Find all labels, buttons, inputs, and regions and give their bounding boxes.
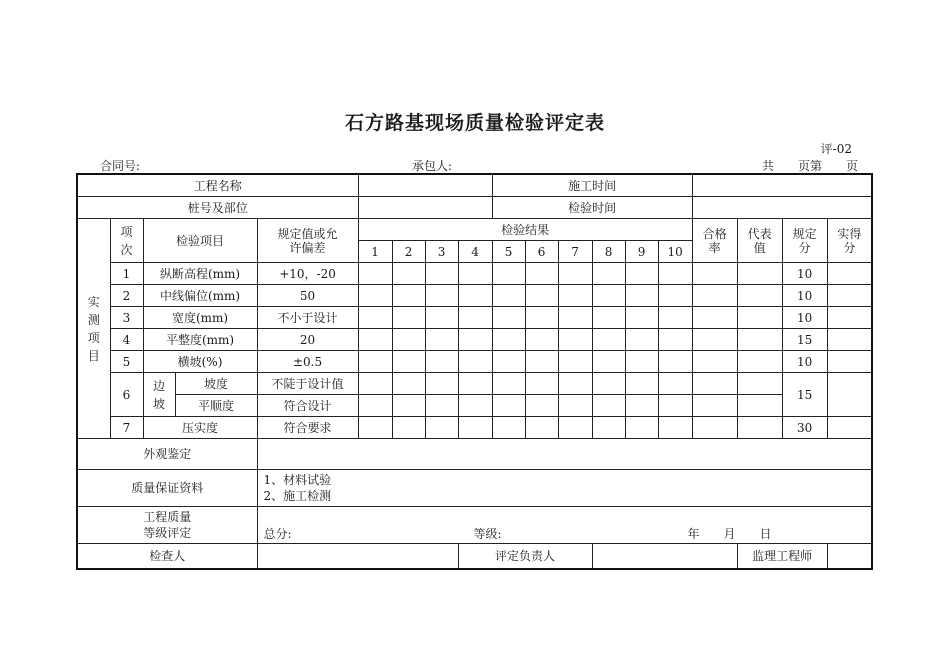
- spec-score-cell: 10: [782, 351, 827, 373]
- rep-value-cell[interactable]: [737, 285, 782, 307]
- result-cell[interactable]: [558, 263, 592, 285]
- rep-value-header-text: 代表值: [747, 226, 772, 255]
- result-cell[interactable]: [492, 307, 525, 329]
- rep-value-cell[interactable]: [737, 307, 782, 329]
- rep-value-cell[interactable]: [737, 351, 782, 373]
- result-cell[interactable]: [458, 417, 492, 439]
- result-cell[interactable]: [658, 263, 692, 285]
- result-cell[interactable]: [525, 285, 558, 307]
- result-cell[interactable]: [558, 351, 592, 373]
- item-spec: ±0.5: [257, 351, 358, 373]
- pass-rate-cell[interactable]: [692, 329, 737, 351]
- group-label-text: 实测项目: [87, 294, 100, 363]
- item-no: 3: [110, 307, 143, 329]
- item-name-header: 检验项目: [143, 219, 257, 263]
- qa-list: [257, 470, 872, 507]
- item-no: 5: [110, 351, 143, 373]
- table-row: [77, 395, 872, 417]
- result-cell[interactable]: [392, 285, 425, 307]
- result-cell[interactable]: [558, 329, 592, 351]
- result-cell[interactable]: [392, 373, 425, 395]
- result-cell[interactable]: [592, 329, 625, 351]
- result-cell[interactable]: [658, 307, 692, 329]
- pass-rate-cell[interactable]: [692, 263, 737, 285]
- result-col-4: 4: [458, 241, 492, 263]
- result-cell[interactable]: [392, 395, 425, 417]
- result-cell[interactable]: [392, 329, 425, 351]
- result-cell[interactable]: [458, 329, 492, 351]
- item-name: 坡度: [175, 373, 257, 395]
- grade-label-line-2: 等级评定: [143, 526, 192, 540]
- slope-group-text: 边坡: [152, 378, 165, 411]
- grade-label: [77, 507, 257, 544]
- spec-score-cell: 15: [782, 329, 827, 351]
- result-cell[interactable]: [525, 307, 558, 329]
- evaluator-signature[interactable]: [592, 544, 737, 570]
- item-name: 宽度(mm): [143, 307, 257, 329]
- result-cell[interactable]: [525, 395, 558, 417]
- result-cell[interactable]: [425, 417, 458, 439]
- result-col-8: 8: [592, 241, 625, 263]
- result-cell[interactable]: [558, 307, 592, 329]
- item-spec: 不小于设计: [257, 307, 358, 329]
- result-cell[interactable]: [358, 373, 392, 395]
- result-cell[interactable]: [492, 395, 525, 417]
- item-spec: 符合要求: [257, 417, 358, 439]
- station-value[interactable]: [358, 197, 492, 219]
- appearance-label: 外观鉴定: [77, 439, 257, 470]
- project-name-label: 工程名称: [77, 174, 358, 197]
- result-cell[interactable]: [525, 351, 558, 373]
- result-cell[interactable]: [558, 285, 592, 307]
- result-cell[interactable]: [592, 263, 625, 285]
- actual-score-cell[interactable]: [827, 263, 872, 285]
- result-cell[interactable]: [492, 285, 525, 307]
- result-cell[interactable]: [358, 307, 392, 329]
- table-row: [77, 307, 872, 329]
- pass-rate-cell[interactable]: [692, 285, 737, 307]
- result-cell[interactable]: [625, 373, 658, 395]
- spec-score-cell: 30: [782, 417, 827, 439]
- item-spec: 20: [257, 329, 358, 351]
- result-cell[interactable]: [525, 329, 558, 351]
- result-cell[interactable]: [392, 307, 425, 329]
- measured-items-group-label: [77, 219, 110, 439]
- result-cell[interactable]: [625, 417, 658, 439]
- result-cell[interactable]: [625, 351, 658, 373]
- result-cell[interactable]: [525, 417, 558, 439]
- actual-score-cell[interactable]: [827, 329, 872, 351]
- inspector-signature[interactable]: [257, 544, 458, 570]
- result-cell[interactable]: [458, 395, 492, 417]
- inspection-table: [76, 173, 873, 570]
- rep-value-cell[interactable]: [737, 329, 782, 351]
- pass-rate-header: [692, 219, 737, 263]
- result-cell[interactable]: [425, 263, 458, 285]
- result-cell[interactable]: [425, 351, 458, 373]
- rep-value-cell[interactable]: [737, 263, 782, 285]
- item-name: 平顺度: [175, 395, 257, 417]
- spec-score-cell: 10: [782, 263, 827, 285]
- form-code: 评-02: [820, 142, 852, 156]
- result-cell[interactable]: [592, 395, 625, 417]
- pass-rate-cell[interactable]: [692, 373, 737, 395]
- pass-rate-cell[interactable]: [692, 351, 737, 373]
- result-cell[interactable]: [658, 351, 692, 373]
- item-no: 1: [110, 263, 143, 285]
- item-no: 6: [110, 373, 143, 417]
- item-name: 平整度(mm): [143, 329, 257, 351]
- inspection-time-value[interactable]: [692, 197, 872, 219]
- contract-number-label: 合同号:: [100, 159, 141, 173]
- result-cell[interactable]: [658, 417, 692, 439]
- qa-label: 质量保证资料: [77, 470, 257, 507]
- result-cell[interactable]: [392, 263, 425, 285]
- construction-time-label: 施工时间: [492, 174, 692, 197]
- construction-time-value[interactable]: [692, 174, 872, 197]
- result-cell[interactable]: [592, 417, 625, 439]
- actual-score-header: [827, 219, 872, 263]
- result-cell[interactable]: [492, 329, 525, 351]
- qa-item: 2、施工检测: [263, 489, 332, 503]
- table-row: [77, 285, 872, 307]
- actual-score-cell[interactable]: [827, 417, 872, 439]
- result-col-2: 2: [392, 241, 425, 263]
- item-no: 4: [110, 329, 143, 351]
- grade-label-line-1: 工程质量: [143, 510, 192, 524]
- rep-value-cell[interactable]: [737, 417, 782, 439]
- result-cell[interactable]: [525, 373, 558, 395]
- total-score-label: 总分:: [263, 527, 292, 541]
- result-cell[interactable]: [625, 329, 658, 351]
- item-name: 横坡(%): [143, 351, 257, 373]
- result-cell[interactable]: [392, 417, 425, 439]
- spec-score-cell: 10: [782, 307, 827, 329]
- pass-rate-cell[interactable]: [692, 417, 737, 439]
- actual-score-cell[interactable]: [827, 285, 872, 307]
- inspector-label: 检查人: [77, 544, 257, 570]
- result-cell[interactable]: [425, 307, 458, 329]
- result-col-3: 3: [425, 241, 458, 263]
- item-name: 中线偏位(mm): [143, 285, 257, 307]
- item-spec: 符合设计: [257, 395, 358, 417]
- actual-score-cell[interactable]: [827, 351, 872, 373]
- result-cell[interactable]: [358, 329, 392, 351]
- result-cell[interactable]: [492, 263, 525, 285]
- result-cell[interactable]: [425, 285, 458, 307]
- result-cell[interactable]: [492, 417, 525, 439]
- result-cell[interactable]: [658, 329, 692, 351]
- result-col-6: 6: [525, 241, 558, 263]
- result-cell[interactable]: [592, 285, 625, 307]
- result-cell[interactable]: [558, 373, 592, 395]
- pass-rate-header-text: 合格率: [702, 226, 727, 255]
- result-cell[interactable]: [625, 263, 658, 285]
- result-cell[interactable]: [625, 285, 658, 307]
- table-row: [77, 373, 872, 395]
- item-spec: +10，-20: [257, 263, 358, 285]
- project-name-value[interactable]: [358, 174, 492, 197]
- result-cell[interactable]: [592, 307, 625, 329]
- result-cell[interactable]: [558, 417, 592, 439]
- pass-rate-cell[interactable]: [692, 395, 737, 417]
- result-cell[interactable]: [625, 395, 658, 417]
- result-col-7: 7: [558, 241, 592, 263]
- result-cell[interactable]: [358, 263, 392, 285]
- result-col-10: 10: [658, 241, 692, 263]
- spec-score-cell: 15: [782, 373, 827, 417]
- result-cell[interactable]: [592, 351, 625, 373]
- table-row: [77, 263, 872, 285]
- result-cell[interactable]: [425, 395, 458, 417]
- page-count-label: 共 页第 页: [761, 159, 858, 173]
- item-no: 2: [110, 285, 143, 307]
- supervisor-signature[interactable]: [827, 544, 872, 570]
- result-cell[interactable]: [558, 395, 592, 417]
- result-cell[interactable]: [358, 351, 392, 373]
- result-cell[interactable]: [492, 373, 525, 395]
- spec-header-text: 规定值或允许偏差: [277, 226, 338, 255]
- rep-value-cell[interactable]: [737, 373, 782, 395]
- grade-level-label: 等级:: [473, 527, 502, 541]
- contractor-label: 承包人:: [412, 159, 453, 173]
- item-spec: 不陡于设计值: [257, 373, 358, 395]
- results-header: 检验结果: [358, 219, 692, 241]
- result-col-5: 5: [492, 241, 525, 263]
- spec-score-cell: 10: [782, 285, 827, 307]
- result-cell[interactable]: [492, 351, 525, 373]
- table-row: [77, 351, 872, 373]
- result-cell[interactable]: [358, 285, 392, 307]
- item-name: 压实度: [143, 417, 257, 439]
- result-cell[interactable]: [592, 373, 625, 395]
- result-cell[interactable]: [358, 417, 392, 439]
- item-no: 7: [110, 417, 143, 439]
- table-row: [77, 329, 872, 351]
- actual-score-cell[interactable]: [827, 307, 872, 329]
- item-no-header: [110, 219, 143, 263]
- result-cell[interactable]: [458, 373, 492, 395]
- pass-rate-cell[interactable]: [692, 307, 737, 329]
- result-cell[interactable]: [658, 285, 692, 307]
- date-label: 年 月 日: [687, 527, 772, 541]
- item-spec: 50: [257, 285, 358, 307]
- evaluator-label: 评定负责人: [458, 544, 592, 570]
- slope-group-label: [143, 373, 175, 417]
- result-cell[interactable]: [625, 307, 658, 329]
- result-cell[interactable]: [425, 329, 458, 351]
- qa-item: 1、材料试验: [263, 473, 332, 487]
- actual-score-header-text: 实得分: [837, 226, 862, 255]
- page-title: 石方路基现场质量检验评定表: [344, 112, 605, 134]
- rep-value-header: [737, 219, 782, 263]
- item-no-header-text: 项次: [120, 224, 133, 257]
- result-cell[interactable]: [392, 351, 425, 373]
- result-cell[interactable]: [458, 263, 492, 285]
- result-col-1: 1: [358, 241, 392, 263]
- result-cell[interactable]: [658, 395, 692, 417]
- table-row: [77, 417, 872, 439]
- item-name: 纵断高程(mm): [143, 263, 257, 285]
- actual-score-cell[interactable]: [827, 373, 872, 417]
- result-cell[interactable]: [458, 285, 492, 307]
- result-cell[interactable]: [525, 263, 558, 285]
- spec-header: [257, 219, 358, 263]
- result-cell[interactable]: [458, 351, 492, 373]
- grade-row: [257, 507, 872, 544]
- inspection-time-label: 检验时间: [492, 197, 692, 219]
- rep-value-cell[interactable]: [737, 395, 782, 417]
- result-cell[interactable]: [425, 373, 458, 395]
- spec-score-header: [782, 219, 827, 263]
- supervisor-label: 监理工程师: [737, 544, 827, 570]
- result-cell[interactable]: [458, 307, 492, 329]
- appearance-value[interactable]: [257, 439, 872, 470]
- result-cell[interactable]: [358, 395, 392, 417]
- station-label: 桩号及部位: [77, 197, 358, 219]
- spec-score-header-text: 规定分: [792, 226, 817, 255]
- result-col-9: 9: [625, 241, 658, 263]
- result-cell[interactable]: [658, 373, 692, 395]
